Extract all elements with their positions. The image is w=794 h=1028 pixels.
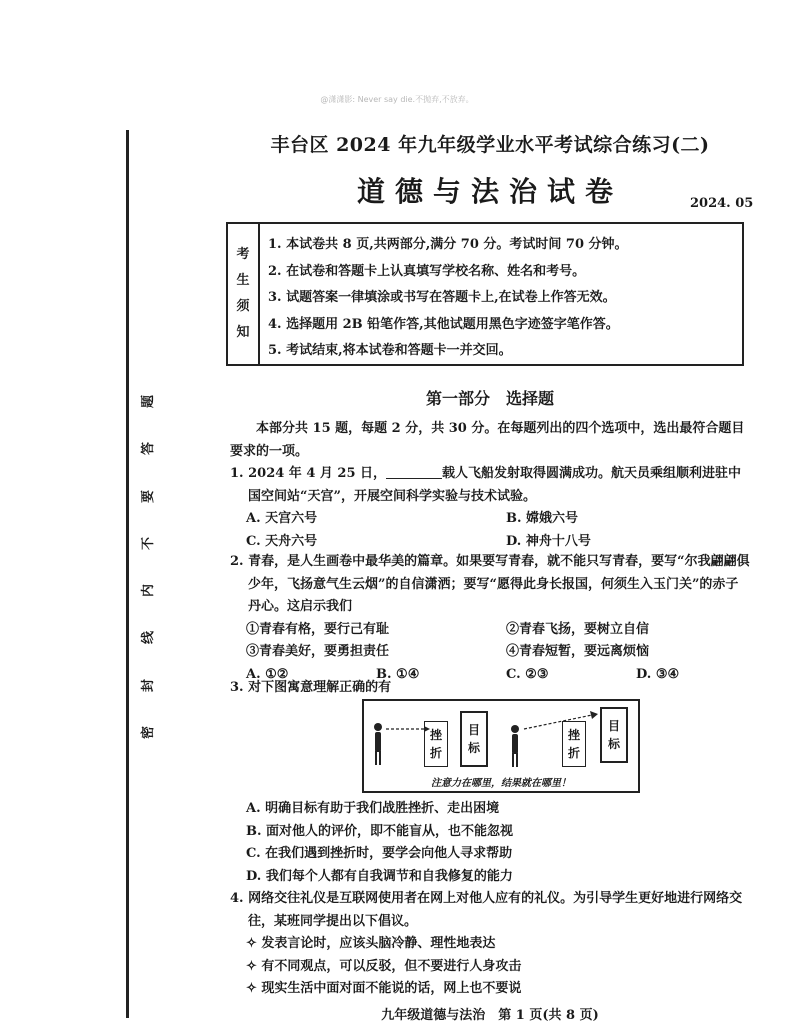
binding-char: 密 [141,725,157,739]
binding-char: 答 [141,442,157,456]
question-4 [230,888,750,1001]
binding-char: 封 [141,678,157,692]
exam-subtitle: 道德与法治试卷 [356,175,623,208]
option-b: B. 嫦娥六号 [506,511,579,526]
arrow-head-icon [590,711,598,719]
question-1 [230,463,750,553]
goal-box: 目 标 [600,707,628,763]
proposal-item: ✧ 发表言论时，应该头脑冷静、理性地表达 [246,936,496,951]
option-d: D. ③④ [636,666,680,682]
q3-figure [362,699,640,793]
binding-text [137,392,157,742]
statement: ④青春短暂，要远离烦恼 [506,644,650,659]
notice-items [260,224,742,364]
option-c: C. ②③ [506,666,549,682]
statement: ②青春飞扬，要树立自信 [506,621,650,637]
notice-item: 1. 本试卷共 8 页,共两部分,满分 70 分。考试时间 70 分钟。 [268,237,628,252]
binding-char: 线 [141,631,157,645]
options [230,508,750,553]
notice-item: 2. 在试卷和答题卡上认真填写学校名称、姓名和考号。 [268,263,586,279]
option-b: B. ①④ [376,666,420,682]
notice-item: 3. 试题答案一律填涂或书写在答题卡上,在试卷上作答无效。 [268,290,616,305]
binding-char: 要 [141,489,157,503]
statements [230,619,750,664]
obstacle-box: 挫 折 [424,721,448,767]
option-a: A. 天宫六号 [246,511,318,526]
statement: ①青春有格，要行己有耻 [246,621,390,637]
option-c: C. 天舟六号 [246,533,318,549]
binding-line [126,130,129,1018]
binding-char: 内 [141,584,157,598]
goal-box: 目 标 [460,711,488,767]
notice-item: 5. 考试结束,将本试卷和答题卡一并交回。 [268,343,512,358]
section-intro: 本部分共 15 题，每题 2 分，共 30 分。在每题列出的四个选项中，选出最符合题目要求的一项。 [230,421,745,459]
question-3 [230,677,750,700]
statement: ③青春美好，要勇担责任 [246,644,390,659]
watermark: @潇潇影: Never say die.不抛弃,不放弃。 [320,95,474,104]
question-2 [230,551,750,686]
question-stem: 3. 对下图寓意理解正确的有 [230,680,392,695]
notice-label: 考 生 须 知 [228,224,260,364]
question-stem: 4. 网络交往礼仪是互联网使用者在网上对他人应有的礼仪。为引导学生更好地进行网络交往，某班同学提出以下倡议。 [230,891,743,929]
person-icon [374,723,382,765]
figure-caption: 注意力在哪里，结果就在哪里！ [431,778,571,789]
section-title: 第一部分 选择题 [425,389,554,408]
option-a: A. ①② [246,666,289,682]
option-d: D. 神舟十八号 [506,533,591,549]
option-d: D. 我们每个人都有自我调节和自我修复的能力 [246,868,513,884]
proposal-item: ✧ 现实生活中面对面不能说的话，网上也不要说 [246,981,522,996]
proposal-item: ✧ 有不同观点，可以反驳，但不要进行人身攻击 [246,958,522,974]
question-stem: 1. 2024 年 4 月 25 日， 载人飞船发射取得圆满成功。航天员乘组顺利进驻中国空间站“天宫”，开展空间科学实验与技术试验。 [230,466,742,504]
answer-blank [386,464,442,479]
question-stem: 2. 青春，是人生画卷中最华美的篇章。如果要写青春，就不能只写青春，要写“尔我翩翩俱少年，飞扬意气生云烟”的自信潇洒；要写“愿得此身长报国，何须生入玉门关”的赤子丹心。这启示我们 [230,554,750,614]
exam-title: 丰台区 2024 年九年级学业水平考试综合练习(二) [270,134,710,156]
notice-item: 4. 选择题用 2B 铅笔作答,其他试题用黑色字迹签字笔作答。 [268,316,619,332]
obstacle-box: 挫 折 [562,721,586,767]
notice-box [226,222,744,366]
option-a: A. 明确目标有助于我们战胜挫折、走出困境 [246,801,500,816]
person-icon [511,725,519,767]
option-b: B. 面对他人的评价，即不能盲从，也不能忽视 [246,823,514,839]
exam-date: 2024. 05 [690,196,754,211]
page-footer: 九年级道德与法治 第 1 页(共 8 页) [381,1008,599,1023]
binding-char: 不 [141,536,157,550]
option-c: C. 在我们遇到挫折时，要学会向他人寻求帮助 [246,846,513,861]
question-3-options [230,798,750,888]
binding-char: 题 [141,394,157,409]
